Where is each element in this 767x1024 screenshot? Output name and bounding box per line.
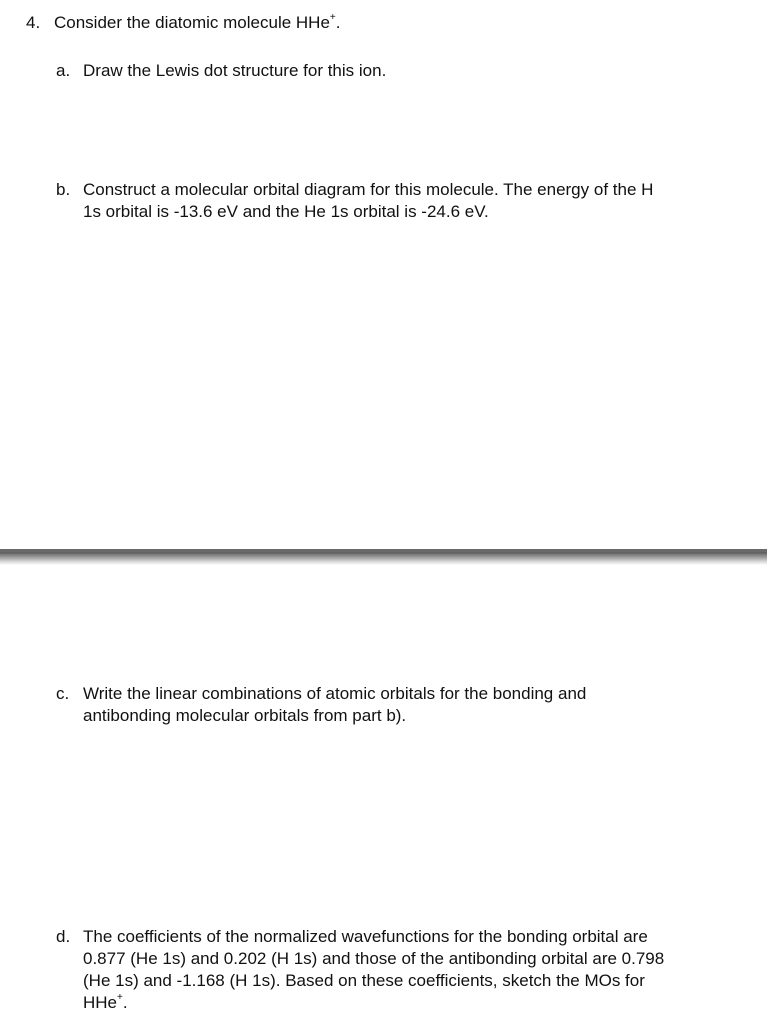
question-number: 4. [26, 13, 41, 32]
part-b-line-2: 1s orbital is -13.6 eV and the He 1s orbital is -24.6 eV. [83, 202, 489, 221]
part-c-line-2: antibonding molecular orbitals from part b). [83, 706, 407, 725]
part-b-text [83, 179, 653, 223]
question-stem-period: . [335, 13, 341, 32]
part-d-line-2: 0.877 (He 1s) and 0.202 (H 1s) and those of the antibonding orbital are 0.798 [83, 949, 665, 968]
part-d-line-4-charge: + [117, 992, 123, 1004]
part-a-text: Draw the Lewis dot structure for this ion. [83, 61, 387, 80]
question-stem-text [54, 12, 340, 34]
part-b-label: b. [56, 180, 71, 199]
part-a-label: a. [56, 61, 71, 80]
part-c-text [83, 683, 586, 727]
part-d-line-1: The coefficients of the normalized wavefunctions for the bonding orbital are [83, 927, 648, 946]
part-b-line-1: Construct a molecular orbital diagram for this molecule. The energy of the H [83, 180, 654, 199]
part-d-line-4 [83, 992, 664, 1014]
question-stem-main: Consider the diatomic molecule HHe [54, 13, 330, 32]
part-c-label: c. [56, 684, 70, 703]
page-divider [0, 549, 767, 565]
part-d-line-4-main: HHe [83, 993, 118, 1012]
part-c-line-1: Write the linear combinations of atomic orbitals for the bonding and [83, 684, 587, 703]
question-stem-charge: + [329, 12, 336, 24]
part-d-line-3: (He 1s) and -1.168 (H 1s). Based on these coefficients, sketch the MOs for [83, 971, 645, 990]
part-d-label: d. [56, 927, 71, 946]
part-d-line-4-period: . [122, 993, 128, 1012]
worksheet-page-2 [0, 565, 767, 1024]
part-d-text [83, 926, 664, 1014]
